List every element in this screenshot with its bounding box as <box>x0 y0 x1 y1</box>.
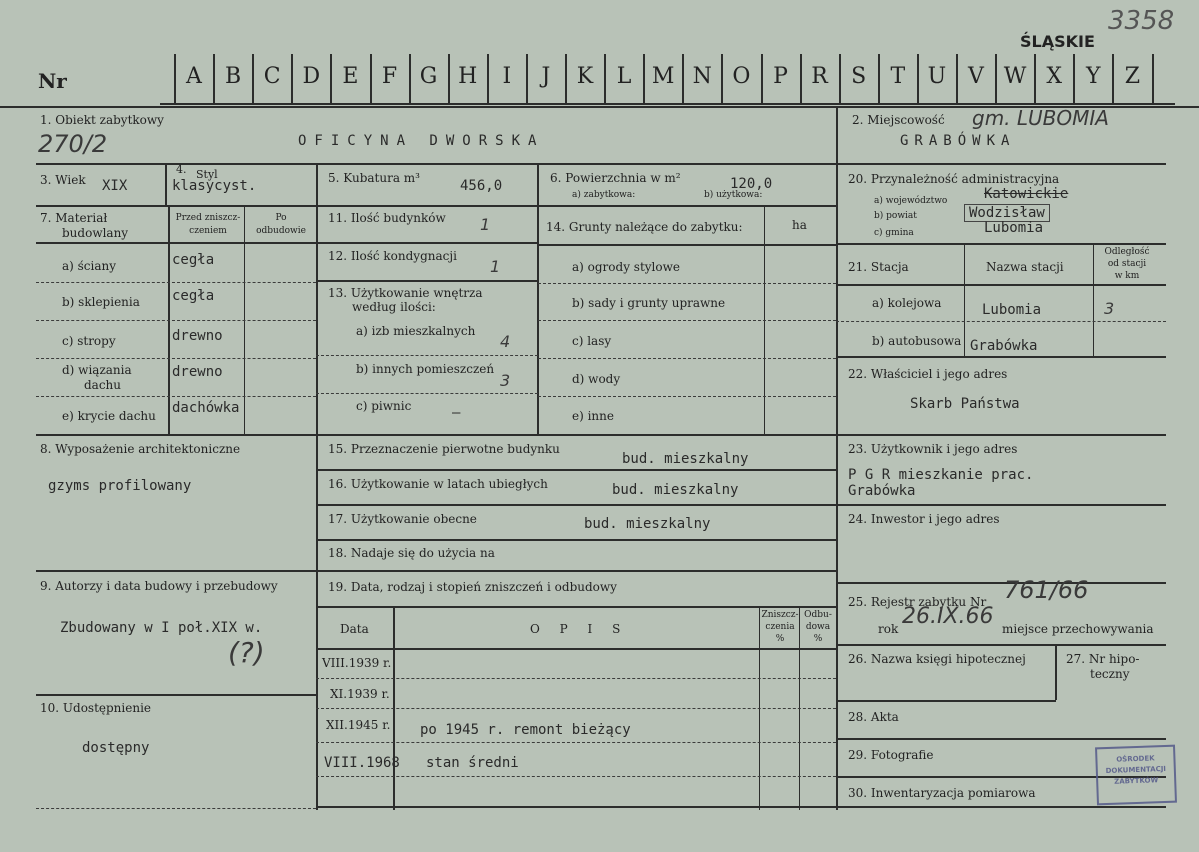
f21-a-name: Lubomia <box>982 302 1042 318</box>
letter-e: E <box>342 64 359 89</box>
f17-label: 17. Użytkowanie obecne <box>328 512 477 526</box>
f21-a-label: a) kolejowa <box>872 296 942 310</box>
letter-w: W <box>1003 64 1027 89</box>
f11-label: 11. Ilość budynków <box>328 211 446 225</box>
letter-l: L <box>616 64 632 89</box>
f29-label: 29. Fotografie <box>848 748 934 762</box>
f20-label: 20. Przynależność administracyjna <box>848 172 1060 186</box>
f21-a-distance: 3 <box>1104 299 1115 318</box>
f14-row-forests: c) lasy <box>572 334 612 348</box>
f17-value: bud. mieszkalny <box>584 516 711 532</box>
f7-row-walls-value: cegła <box>172 252 215 268</box>
f23-value-2: Grabówka <box>848 483 916 499</box>
f26-label: 26. Nazwa księgi hipotecznej <box>848 652 1026 666</box>
f5-value: 456,0 <box>460 178 503 194</box>
letter-a: A <box>186 64 202 89</box>
f19-label: 19. Data, rodzaj i stopień zniszczeń i odbudowy <box>328 580 617 594</box>
f7-col-before-2: czeniem <box>189 226 227 236</box>
f7-row-vaults: b) sklepienia <box>62 295 140 309</box>
f7-col-after: Po <box>275 213 287 223</box>
f14-unit: ha <box>792 218 807 232</box>
letter-h: H <box>458 64 478 89</box>
letter-u: U <box>927 64 947 89</box>
f13-label-2: według ilości: <box>352 300 436 314</box>
f25-number: 761/66 <box>1004 576 1089 604</box>
letter-t: T <box>890 64 906 89</box>
f14-label: 14. Grunty należące do zabytku: <box>546 220 743 234</box>
f2-label: 2. Miejscowość <box>852 113 945 127</box>
f6-label: 6. Powierzchnia w m² <box>550 171 681 185</box>
f7-row-trusses: d) wiązania <box>62 363 132 377</box>
letter-m: M <box>651 64 675 89</box>
f7-col-after-2: odbudowie <box>256 226 306 236</box>
f20-b-label: b) powiat <box>874 211 917 221</box>
f13-row-cellars-value: – <box>452 405 461 421</box>
f25-date: 26.IX.66 <box>902 604 994 629</box>
f28-label: 28. Akta <box>848 710 899 724</box>
letter-x: X <box>1046 64 1063 89</box>
f18-label: 18. Nadaje się do użycia na <box>328 546 495 560</box>
region-title: ŚLĄSKIE <box>1020 32 1095 51</box>
f19-row-3-date: XII.1945 r. <box>326 718 391 732</box>
f7-col-before: Przed zniszcz- <box>175 213 241 223</box>
f27-label: 27. Nr hipo- <box>1066 652 1140 666</box>
letter-p: P <box>773 64 788 89</box>
letter-s: S <box>851 64 867 89</box>
f8-value: gzyms profilowany <box>48 478 192 494</box>
f19-col-destruction: Zniszcz- <box>761 610 799 620</box>
letter-o: O <box>732 64 751 89</box>
letter-j: J <box>541 64 551 89</box>
f23-label: 23. Użytkownik i jego adres <box>848 442 1018 456</box>
letter-i: I <box>502 64 512 89</box>
f21-col-distance-2: od stacji <box>1107 259 1147 269</box>
f5-label: 5. Kubatura m³ <box>328 171 420 185</box>
f14-row-other: e) inne <box>572 409 614 423</box>
letter-g: G <box>419 64 438 89</box>
f21-b-name: Grabówka <box>970 338 1038 354</box>
f27-label-2: teczny <box>1090 667 1130 681</box>
f19-col-date: Data <box>340 622 369 636</box>
f1-handwritten: 270/2 <box>38 130 108 158</box>
f7-label-2: budowlany <box>62 226 129 240</box>
f23-value: P G R mieszkanie prac. <box>848 467 1034 483</box>
f21-label: 21. Stacja <box>848 260 909 274</box>
f7-row-ceilings: c) stropy <box>62 334 116 348</box>
f7-row-trusses-value: drewno <box>172 364 223 380</box>
f3-value: XIX <box>102 178 128 194</box>
f4-value: klasycyst. <box>172 178 257 194</box>
f19-col-rebuild-3: % <box>813 634 823 644</box>
letter-separator <box>1152 54 1154 104</box>
f13-row-rooms-value: 4 <box>500 332 511 351</box>
f21-col-distance: Odległość <box>1104 247 1150 257</box>
f1-value: OFICYNA DWORSKA <box>298 133 545 149</box>
f19-col-destruction-2: czenia <box>765 622 795 632</box>
f3-label: 3. Wiek <box>40 173 86 187</box>
f4-label-num: 4. <box>176 163 187 176</box>
f6-sub-b: b) użytkowa: <box>704 190 763 200</box>
letter-c: C <box>263 64 281 89</box>
f20-a-value: Katowickie <box>984 186 1069 202</box>
f25-label: 25. Rejestr zabytku Nr <box>848 595 987 609</box>
letter-z: Z <box>1124 64 1141 89</box>
f16-value: bud. mieszkalny <box>612 482 739 498</box>
f19-row-1-date: VIII.1939 r. <box>322 656 392 670</box>
f22-value: Skarb Państwa <box>910 396 1020 412</box>
f20-b-value: Wodzisław <box>964 204 1050 222</box>
f11-value: 1 <box>480 215 491 234</box>
f7-row-vaults-value: cegła <box>172 288 215 304</box>
f20-c-label: c) gmina <box>874 228 914 238</box>
f9-label: 9. Autorzy i data budowy i przebudowy <box>40 579 278 593</box>
letter-n: N <box>692 64 712 89</box>
letter-y: Y <box>1086 64 1101 89</box>
f1-label: 1. Obiekt zabytkowy <box>40 113 164 127</box>
f20-c-value: Lubomia <box>984 220 1044 236</box>
f8-label: 8. Wyposażenie architektoniczne <box>40 442 241 456</box>
f2-value: GRABÓWKA <box>900 133 1016 149</box>
f19-row-2-date: XI.1939 r. <box>330 687 390 701</box>
f21-col-distance-3: w km <box>1114 271 1140 281</box>
letter-r: R <box>811 64 828 89</box>
f15-value: bud. mieszkalny <box>622 451 749 467</box>
f12-value: 1 <box>490 257 501 276</box>
f30-label: 30. Inwentaryzacja pomiarowa <box>848 786 1036 800</box>
f6-value: 120,0 <box>730 176 773 192</box>
f7-label: 7. Materiał <box>40 211 108 225</box>
f9-value: Zbudowany w I poł.XIX w. <box>60 620 263 636</box>
f24-label: 24. Inwestor i jego adres <box>848 512 1000 526</box>
stamp-line-2: DOKUMENTACJI <box>1105 764 1167 776</box>
f6-sub-a: a) zabytkowa: <box>572 190 636 200</box>
f15-label: 15. Przeznaczenie pierwotne budynku <box>328 442 560 456</box>
f14-row-gardens: a) ogrody stylowe <box>572 260 680 274</box>
f9-handwritten: (?) <box>228 636 265 669</box>
f13-label: 13. Użytkowanie wnętrza <box>328 286 483 300</box>
f12-label: 12. Ilość kondygnacji <box>328 249 457 263</box>
letter-f: F <box>381 64 398 89</box>
archive-number: 3358 <box>1108 6 1175 36</box>
letter-d: D <box>302 64 321 89</box>
f14-row-waters: d) wody <box>572 372 621 386</box>
f22-label: 22. Właściciel i jego adres <box>848 367 1008 381</box>
f21-col-name: Nazwa stacji <box>986 260 1064 274</box>
f7-row-roof: e) krycie dachu <box>62 409 156 423</box>
f16-label: 16. Użytkowanie w latach ubiegłych <box>328 477 548 491</box>
f19-col-desc: O P I S <box>530 622 629 636</box>
f25-year-label: rok <box>878 622 899 636</box>
f4-label: Styl <box>196 168 218 181</box>
archive-stamp <box>1095 745 1177 806</box>
stamp-line-1: OŚRODEK <box>1116 754 1155 764</box>
letter-k: K <box>576 64 594 89</box>
f7-row-ceilings-value: drewno <box>172 328 223 344</box>
f14-row-orchards: b) sady i grunty uprawne <box>572 296 726 310</box>
f20-a-label: a) województwo <box>874 196 948 206</box>
f2-handwritten: gm. LUBOMIA <box>972 106 1109 130</box>
f19-col-destruction-3: % <box>775 634 785 644</box>
f13-row-cellars: c) piwnic <box>356 399 412 413</box>
stamp-line-3: ZABYTKÓW <box>1114 776 1159 786</box>
f21-b-label: b) autobusowa <box>872 334 962 348</box>
f19-col-rebuild-2: dowa <box>805 622 831 632</box>
f10-value: dostępny <box>82 740 150 756</box>
f10-label: 10. Udostępnienie <box>40 701 152 715</box>
f13-row-rooms: a) izb mieszkalnych <box>356 324 476 338</box>
letter-v: V <box>968 64 984 89</box>
f19-col-rebuild: Odbu- <box>804 610 832 620</box>
f7-row-trusses-2: dachu <box>84 378 122 392</box>
letter-b: B <box>225 64 242 89</box>
f7-row-roof-value: dachówka <box>172 400 240 416</box>
f19-row-4-date: VIII.1968 <box>324 755 400 771</box>
f19-row-3-desc: po 1945 r. remont bieżący <box>420 722 631 738</box>
f13-row-other: b) innych pomieszczeń <box>356 362 495 376</box>
nr-label: Nr <box>38 69 67 93</box>
f25-place-label: miejsce przechowywania <box>1002 622 1154 636</box>
f19-row-4-desc: stan średni <box>426 755 519 771</box>
f13-row-other-value: 3 <box>500 371 511 390</box>
f7-row-walls: a) ściany <box>62 259 117 273</box>
